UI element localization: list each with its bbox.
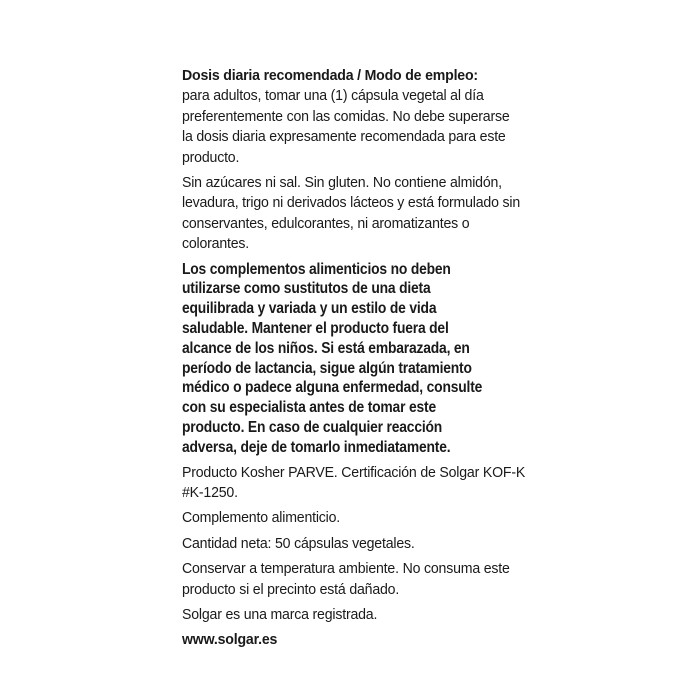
free-from-section [182, 173, 532, 255]
storage-line: Conservar a temperatura ambiente. No consuma este [182, 560, 510, 578]
trademark-statement: Solgar es una marca registrada. [182, 606, 378, 624]
dosage-heading: Dosis diaria recomendada / Modo de empleo: [182, 67, 478, 84]
warning-line: alcance de los niños. Si está embarazada, en [182, 339, 470, 357]
kosher-line: Producto Kosher PARVE. Certificación de Solgar KOF-K [182, 463, 526, 481]
website-link[interactable]: www.solgar.es [182, 631, 278, 649]
free-from-line: levadura, trigo ni derivados lácteos y está formulado sin [182, 194, 520, 212]
kosher-section [182, 463, 532, 504]
kosher-line: #K-1250. [182, 484, 238, 502]
warning-line: con su especialista antes de tomar este [182, 399, 436, 417]
warning-line: período de lactancia, sigue algún tratamiento [182, 359, 472, 377]
dosage-line: la dosis diaria expresamente recomendada para este [182, 128, 506, 146]
free-from-line: conservantes, edulcorantes, ni aromatizantes o [182, 214, 470, 232]
net-quantity: Cantidad neta: 50 cápsulas vegetales. [182, 534, 415, 552]
free-from-line: colorantes. [182, 235, 250, 253]
dosage-section [182, 66, 532, 168]
warning-line: adversa, deje de tomarlo inmediatamente. [182, 438, 451, 456]
warning-line: utilizarse como sustitutos de una dieta [182, 280, 431, 298]
product-label-text [182, 66, 532, 656]
dosage-line: para adultos, tomar una (1) cápsula vegetal al día [182, 87, 484, 105]
storage-section [182, 559, 532, 600]
warning-line: producto. En caso de cualquier reacción [182, 419, 443, 437]
supplement-statement: Complemento alimenticio. [182, 509, 341, 527]
free-from-line: Sin azúcares ni sal. Sin gluten. No contiene almidón, [182, 174, 502, 192]
warning-line: saludable. Mantener el producto fuera del [182, 320, 449, 338]
storage-line: producto si el precinto está dañado. [182, 580, 400, 598]
warning-line: Los complementos alimenticios no deben [182, 260, 451, 278]
warning-section [182, 260, 533, 458]
warning-line: médico o padece alguna enfermedad, consulte [182, 379, 483, 397]
dosage-line: preferentemente con las comidas. No debe superarse [182, 107, 510, 125]
dosage-line: producto. [182, 148, 240, 166]
warning-line: equilibrada y variada y un estilo de vida [182, 300, 437, 318]
